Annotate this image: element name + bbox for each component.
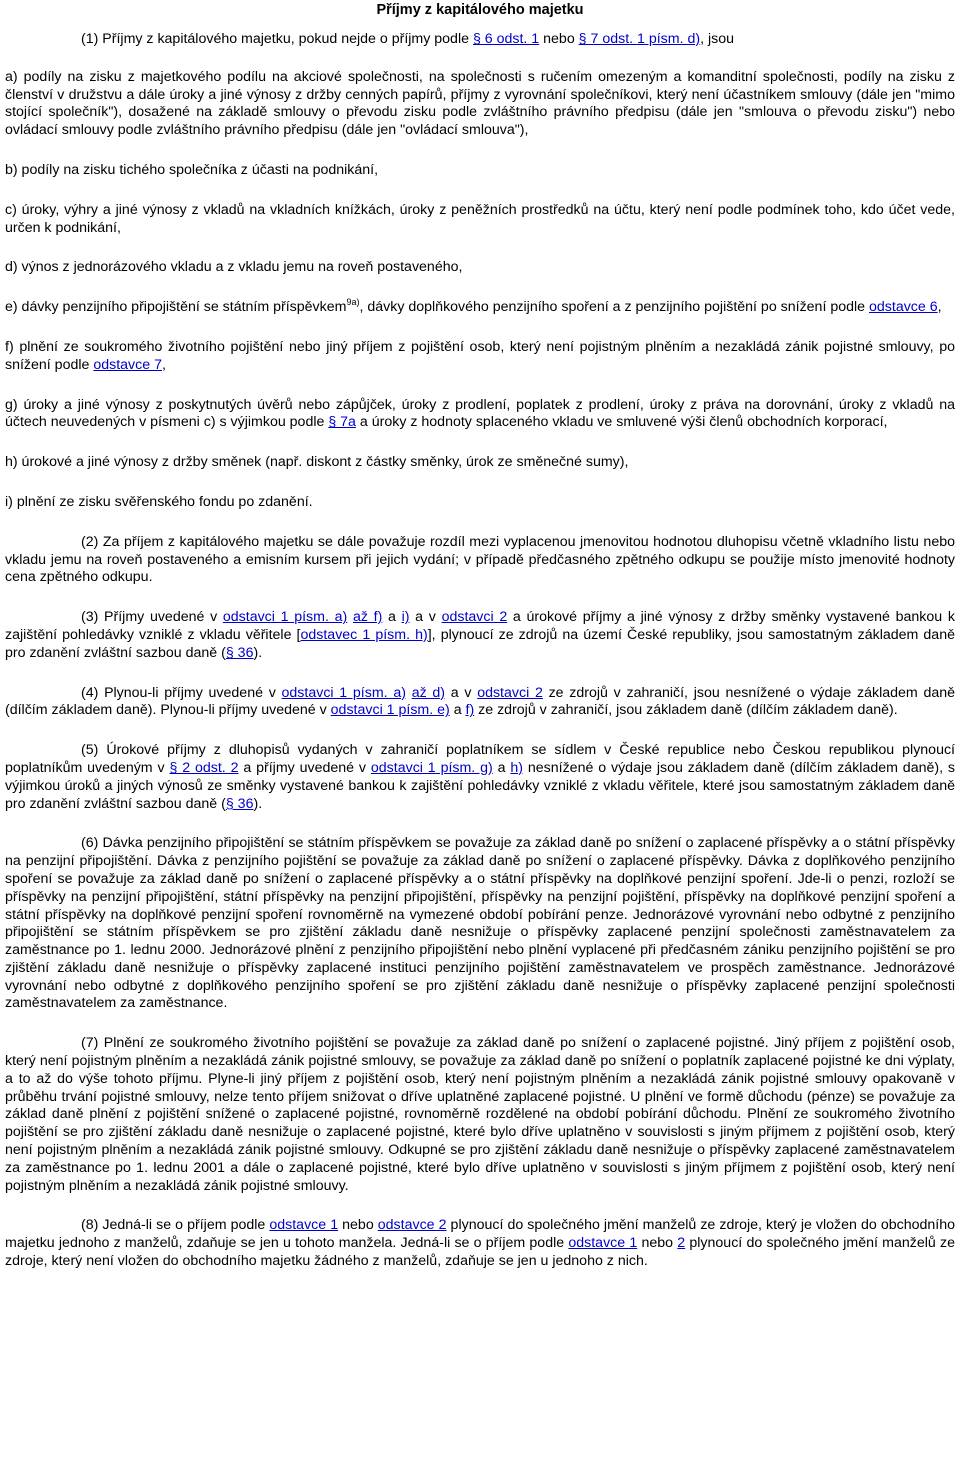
text: nebo bbox=[637, 1235, 678, 1252]
link-odstavce-1[interactable]: odstavce 1 bbox=[568, 1235, 638, 1252]
link-odstavci-1-pism-g[interactable]: odstavci 1 písm. g) bbox=[370, 759, 493, 776]
item-f bbox=[5, 339, 955, 375]
footnote-ref: 9a) bbox=[346, 297, 360, 308]
text: (5) Úrokové příjmy z dluhopisů vydaných v zahraničí poplatníkem se sídlem v České republice nebo Českou republikou plynoucí poplatníkům uvedeným v bbox=[5, 742, 955, 776]
text: plynoucí do společného jmění manželů ze zdroje, který je vložen do obchodního majetku jednoho z manželů, zdaňuje se jen u tohoto manžela. Jedná-li se o příjem podle bbox=[5, 1217, 955, 1252]
text: nebo bbox=[338, 1217, 378, 1234]
link-odstavce-6[interactable]: odstavce 6 bbox=[869, 299, 938, 316]
link-f[interactable]: f) bbox=[465, 702, 475, 719]
link-h[interactable]: h) bbox=[510, 759, 524, 776]
link-odstavce-2[interactable]: odstavce 2 bbox=[377, 1217, 447, 1234]
text: a úrokové příjmy a jiné výnosy z držby směnky vystavené bankou k zajištění pohledávky vzniklé z vkladu věřitele [ bbox=[5, 609, 955, 643]
paragraph-4 bbox=[5, 685, 955, 721]
paragraph-5 bbox=[5, 742, 955, 813]
paragraph-1 bbox=[5, 31, 955, 49]
link-i[interactable]: i) bbox=[401, 609, 410, 626]
text: a v bbox=[445, 684, 478, 701]
item-h: h) úrokové a jiné výnosy z držby směnek (např. diskont z částky směnky, úrok ze směnečné sumy), bbox=[5, 454, 629, 471]
text: (8) Jedná-li se o příjem podle bbox=[81, 1217, 270, 1234]
text: a bbox=[449, 702, 466, 719]
link-odstavci-2[interactable]: odstavci 2 bbox=[477, 684, 543, 701]
link-par-6-odst-1[interactable]: § 6 odst. 1 bbox=[472, 31, 540, 47]
text: g) úroky a jiné výnosy z poskytnutých úvěrů nebo zápůjček, úroky z prodlení, poplatek z prodlení, úroky z práva na dorovnání, úroky z vkladů na účtech neuvedených v písmeni c) s výjimkou podle bbox=[5, 396, 955, 431]
item-e bbox=[5, 299, 955, 317]
text: ze zdrojů v zahraničí, jsou nesnížené o výdaje základem daně (dílčím základem daně). Plynou-li příjmy uvedené v bbox=[5, 684, 956, 719]
link-par-2-odst-2[interactable]: § 2 odst. 2 bbox=[169, 759, 239, 776]
text: a bbox=[382, 609, 402, 626]
text: plynoucí do společného jmění manželů ze zdroje, který není vložen do obchodního majetku žádného z manželů, zdaňuje se jen u jednoho z nich. bbox=[5, 1235, 955, 1270]
text: , jsou bbox=[700, 31, 735, 47]
item-c: c) úroky, výhry a jiné výnosy z vkladů na vkladních knížkách, úroky z peněžních prostředků na účtu, který není podle podmínek toho, kdo účet vede, určen k podnikání, bbox=[5, 201, 955, 236]
text: ). bbox=[253, 795, 263, 812]
paragraph-2: (2) Za příjem z kapitálového majetku se dále považuje rozdíl mezi vyplacenou jmenovitou hodnotou dluhopisu včetně vkladního listu nebo vkladu jemu na roveň postaveného a emisním kursem při jejich vydání; v případě předčasného zpětného odkupu se použije místo jmenovité hodnoty cena zpětného odkupu. bbox=[5, 533, 955, 586]
text: nebo bbox=[539, 31, 579, 47]
item-i: i) plnění ze zisku svěřenského fondu po zdanění. bbox=[5, 493, 313, 510]
paragraph-6: (6) Dávka penzijního připojištění se státním příspěvkem se považuje za základ daně po snížení o zaplacené příspěvky a o státní příspěvky na penzijní připojištění. Dávka z penzijního pojištění se považuje za základ daně po snížení o zaplacené příspěvky. Dávka z doplňkového penzijního spoření se považuje za základ daně po snížení o zaplacené příspěvky a o státní příspěvky na doplňkové penzijní spoření. Jde-li o penzi, rozloží se příspěvky na penzijní připojištění, státní příspěvky na penzijní připojištění, příspěvky na penzijní pojištění, příspěvky na doplňkové penzijní spoření a státní příspěvky na doplňkové penzijní spoření rovnoměrně na vymezené období pobírání penze. Jednorázové vyrovnání nebo odbytné z penzijního připojištění se státním příspěvkem se pro zjištění základu daně nesnižuje o příspěvky zaplacené penzijní společnosti zaměstnavatelem za zaměstnance po 1. lednu 2000. Jednorázové plnění z penzijního připojištění nebo plnění vyplacené při předčasném zániku penzijního pojištění se pro zjištění základu daně nesnižuje o příspěvky zaplacené instituci penzijního pojištění zaměstnavatelem ve prospěch zaměstnance. Jednorázové vyrovnání nebo odbytné z doplňkového penzijního spoření se pro zjištění základu daně nesnižuje o příspěvky zaplacené penzijní společnosti zaměstnavatelem za zaměstnance. bbox=[5, 835, 955, 1012]
item-a: a) podíly na zisku z majetkového podílu na akciové společnosti, na společnosti s ručením omezeným a komanditní společnosti, podíly na zisku z členství v družstvu a dále úroky a jiné výnosy z držby cenných papírů, příjmy z vyrovnání společníkovi, který není účastníkem smlouvy (dále jen "mimo stojící společník"), dosažené na základě smlouvy o převodu zisku podle zvláštního právního předpisu (dále jen "smlouva o převodu zisku") nebo ovládací smlouvy podle zvláštního právního předpisu (dále jen "ovládací smlouva"), bbox=[5, 68, 955, 139]
link-odstavec-1-pism-h[interactable]: odstavec 1 písm. h) bbox=[300, 626, 428, 643]
link-par-36[interactable]: § 36 bbox=[225, 795, 254, 812]
link-par-7a[interactable]: § 7a bbox=[328, 414, 356, 431]
text: (1) Příjmy z kapitálového majetku, pokud nejde o příjmy podle bbox=[81, 31, 473, 47]
paragraph-7: (7) Plnění ze soukromého životního pojištění se považuje za základ daně po snížení o zaplacené pojistné. Jiný příjem z pojištění osob, který není pojistným plněním a nezakládá zánik pojistné smlouvy, se považuje za základ daně po snížení o poplatník zaplacené pojistné ke dni výplaty, a to až do výše tohoto příjmu. Plyne-li jiný příjem z pojištění osob, který není pojistným plněním a nezakládá zánik pojistné smlouvy opakovaně v průběhu trvání pojistné smlouvy, nelze tento příjem snižovat o dříve uplatněné zaplacené pojistné. U plnění ve formě důchodu (pénze) se považuje za základ daně plnění z pojištění snížené o zaplacené pojistné, rovnoměrně rozdělené na období pobírání důchodu. Plnění ze soukromého životního pojištění se pro zjištění základu daně nesnižuje o zaplacené pojistné, které bylo dříve uplatněno v souvislosti s jiným příjmem z pojištění osob, který není pojistným plněním a nezakládá zánik pojistné smlouvy. Odkupné se pro zjištění základu daně nesnižuje o příspěvky zaplacené zaměstnavatelem za zaměstnance po 1. lednu 2001 a dále o zaplacené pojistné, které bylo dříve uplatněno v souvislosti s jiným příjmem z pojištění osob, který není pojistným plněním a nezakládá zánik pojistné smlouvy. bbox=[5, 1035, 955, 1194]
link-odstavci-1-pism-e[interactable]: odstavci 1 písm. e) bbox=[330, 702, 450, 719]
text: , bbox=[161, 356, 166, 373]
text: ze zdrojů v zahraničí, jsou základem daně (dílčím základem daně). bbox=[474, 702, 898, 719]
text: ). bbox=[253, 644, 263, 661]
text: (3) Příjmy uvedené v bbox=[81, 609, 223, 626]
item-g bbox=[5, 397, 955, 433]
text: a v bbox=[409, 609, 442, 626]
text: nesnížené o výdaje jsou základem daně (dílčím základem daně), s výjimkou úroků a jiných výnosů ze směnky vystavené bankou k zajištění pohledávky vzniklé z vkladu věřitele, které jsou samostatným základem daně pro zdanění zvláštní sazbou daně ( bbox=[5, 759, 955, 812]
link-par-7-odst-1-pism-d[interactable]: § 7 odst. 1 písm. d) bbox=[578, 31, 701, 47]
text: a bbox=[492, 759, 511, 776]
text: , bbox=[937, 299, 942, 316]
paragraph-8 bbox=[5, 1217, 955, 1270]
link-odstavci-1-pism-a[interactable]: odstavci 1 písm. a) bbox=[222, 609, 348, 626]
link-odstavci-2[interactable]: odstavci 2 bbox=[441, 609, 508, 626]
link-2[interactable]: 2 bbox=[677, 1235, 686, 1252]
page-title: Příjmy z kapitálového majetku bbox=[376, 2, 584, 18]
link-odstavci-1-pism-a[interactable]: odstavci 1 písm. a) bbox=[281, 684, 406, 701]
link-az-d[interactable]: až d) bbox=[411, 684, 446, 701]
item-b: b) podíly na zisku tichého společníka z účasti na podnikání, bbox=[5, 161, 379, 178]
text: , dávky doplňkového penzijního spoření a z penzijního pojištění po snížení podle bbox=[359, 299, 869, 316]
link-par-36[interactable]: § 36 bbox=[225, 644, 254, 661]
text: (4) Plynou-li příjmy uvedené v bbox=[81, 684, 282, 701]
link-odstavce-7[interactable]: odstavce 7 bbox=[93, 356, 162, 373]
text: ], plynoucí ze zdrojů na území České republiky, jsou samostatným základem daně pro zdanění zvláštní sazbou daně ( bbox=[5, 626, 955, 661]
item-d: d) výnos z jednorázového vkladu a z vkladu jemu na roveň postaveného, bbox=[5, 259, 463, 276]
text: e) dávky penzijního připojištění se státním příspěvkem bbox=[5, 299, 347, 316]
link-odstavce-1[interactable]: odstavce 1 bbox=[269, 1217, 339, 1234]
text: a úroky z hodnoty splaceného vkladu ve smluvené výši členů obchodních korporací, bbox=[355, 414, 888, 431]
text: f) plnění ze soukromého životního pojištění nebo jiný příjem z pojištění osob, který není pojistným plněním a nezakládá zánik pojistné smlouvy, po snížení podle bbox=[5, 338, 955, 373]
link-az-f[interactable]: až f) bbox=[352, 609, 383, 626]
paragraph-3 bbox=[5, 609, 955, 662]
text: a příjmy uvedené v bbox=[238, 759, 371, 776]
